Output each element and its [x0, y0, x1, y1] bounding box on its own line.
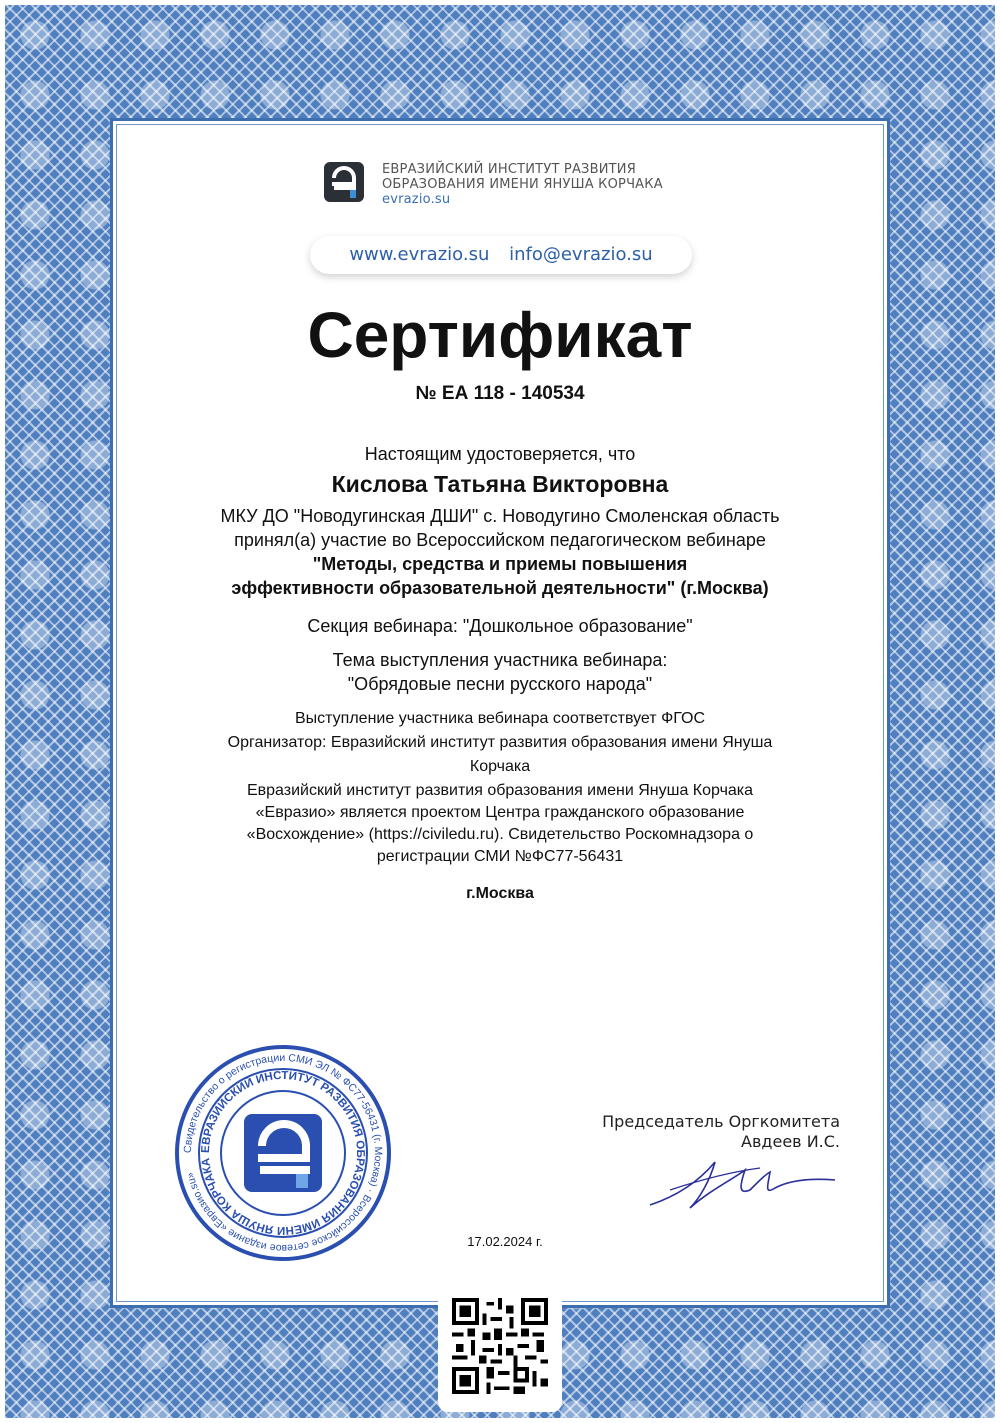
stamp-logo-icon — [244, 1114, 322, 1192]
project-line-1: Евразийский институт развития образования имени Януша Корчака — [246, 782, 754, 799]
organizer-line-1: Организатор: Евразийский институт развития образования имени Януша — [227, 734, 773, 751]
fgos-text: Выступление участника вебинара соответствует ФГОС — [295, 710, 705, 727]
project-line-2: «Евразио» является проектом Центра гражданского образование — [255, 804, 745, 821]
issue-date: 17.02.2024 г. — [467, 1234, 543, 1249]
organization-text: МКУ ДО "Новодугинская ДШИ" с. Новодугино Смоленская область — [220, 506, 780, 526]
institute-logo — [322, 160, 702, 212]
project-line-3: «Восхождение» (https://civiledu.ru). Свидетельство Роскомнадзора о — [246, 826, 754, 843]
logo-line-2: ОБРАЗОВАНИЯ ИМЕНИ ЯНУША КОРЧАКА — [382, 177, 663, 192]
signatory-block — [540, 1112, 840, 1152]
logo-line-1: ЕВРАЗИЙСКИЙ ИНСТИТУТ РАЗВИТИЯ — [382, 162, 636, 177]
stamp-inner-text: ЕВРАЗИЙСКИЙ ИНСТИТУТ РАЗВИТИЯ ОБРАЗОВАНИЯ ИМЕНИ ЯНУША КОРЧАКА — [199, 1069, 367, 1237]
city-text: г.Москва — [466, 885, 534, 902]
website-link[interactable]: www.evrazio.su — [349, 244, 490, 265]
participation-text: принял(а) участие во Всероссийском педагогическом вебинаре — [234, 530, 766, 550]
organizer-line-2: Корчака — [469, 758, 531, 775]
webinar-title-line-1: "Методы, средства и приемы повышения — [312, 554, 688, 574]
section-text: Секция вебинара: "Дошкольное образование" — [307, 616, 693, 636]
intro-text: Настоящим удостоверяется, что — [364, 444, 636, 464]
evrazio-logo-icon — [322, 160, 366, 204]
topic-text: "Обрядовые песни русского народа" — [347, 674, 653, 694]
webinar-title-line-2: эффективности образовательной деятельности" (г.Москва) — [231, 578, 769, 598]
recipient-name: Кислова Татьяна Викторовна — [331, 471, 669, 497]
logo-text — [382, 162, 663, 207]
logo-site: evrazio.su — [382, 192, 451, 207]
certificate-number: № ЕА 118 - 140534 — [415, 383, 585, 404]
qr-code-box — [438, 1288, 562, 1412]
signatory-position: Председатель Оргкомитета — [602, 1112, 840, 1131]
project-line-4: регистрации СМИ №ФС77-56431 — [376, 848, 624, 865]
signatory-name: Авдеев И.С. — [741, 1132, 840, 1151]
contacts-pill — [310, 236, 692, 274]
certificate-title: Сертификат — [307, 299, 693, 371]
topic-label: Тема выступления участника вебинара: — [332, 650, 668, 670]
qr-code-icon[interactable] — [452, 1298, 548, 1394]
handwritten-signature — [640, 1150, 840, 1220]
stamp-outer-text: Свидетельство о регистрации СМИ ЭЛ № ФС77-56431 (г. Москва) · Всероссийское сетевое издание «Евразио.su» — [181, 1051, 385, 1255]
institute-stamp — [172, 1042, 394, 1264]
email-link[interactable]: info@evrazio.su — [509, 244, 653, 265]
